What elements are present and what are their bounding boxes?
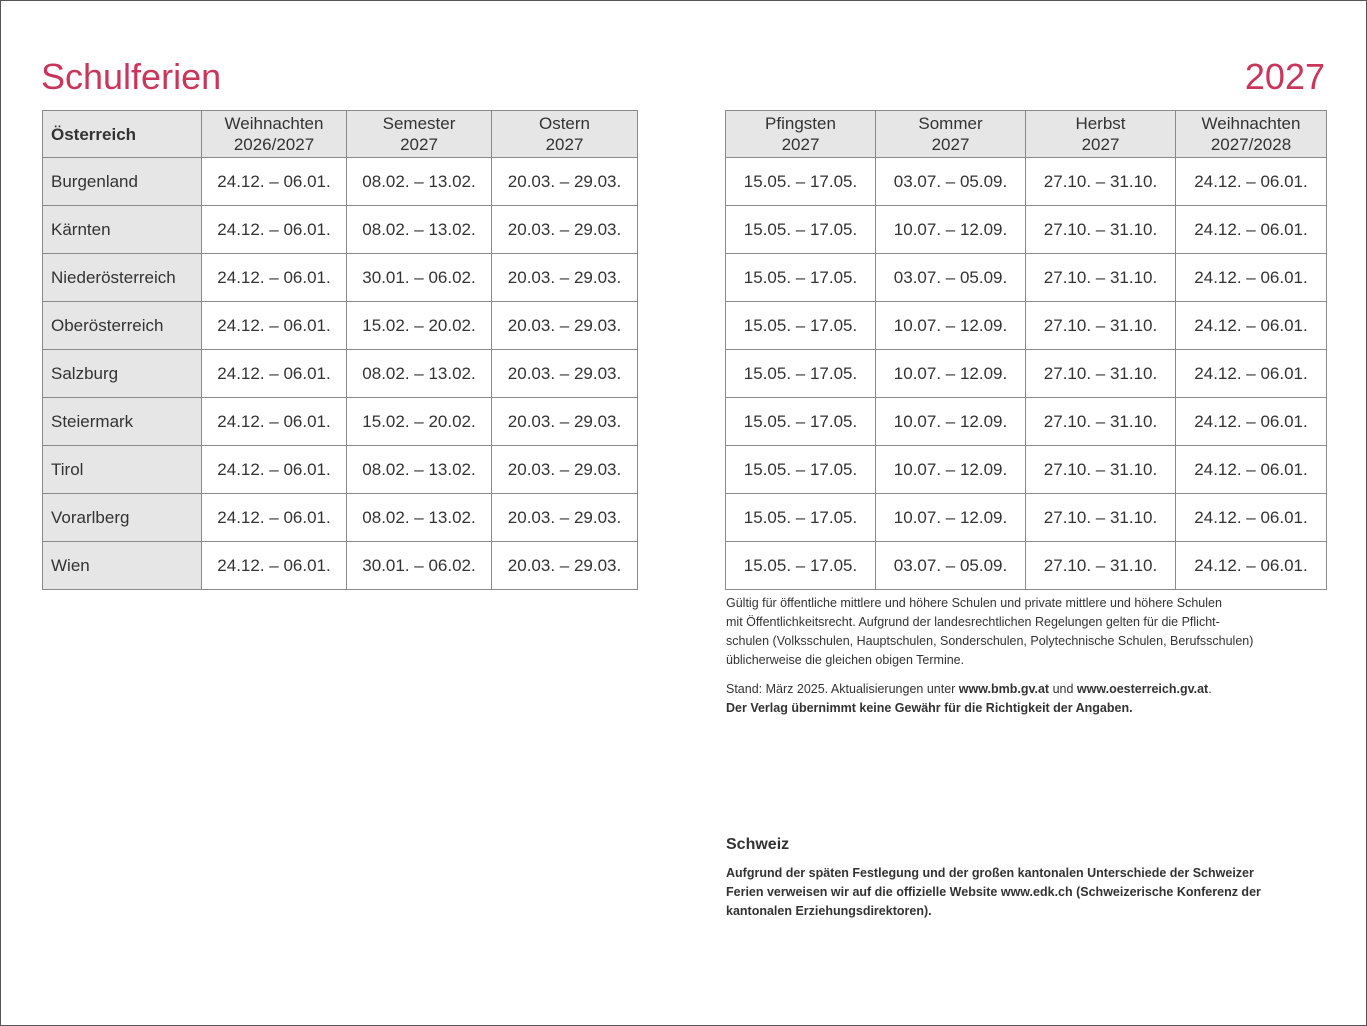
date-range-cell: 15.05. – 17.05.	[726, 542, 876, 590]
region-name: Burgenland	[43, 158, 202, 206]
date-range-cell: 15.05. – 17.05.	[726, 302, 876, 350]
region-name: Tirol	[43, 446, 202, 494]
table-row	[43, 206, 638, 254]
date-range-cell: 10.07. – 12.09.	[876, 350, 1026, 398]
column-header-year: 2027	[781, 135, 820, 154]
table-row	[43, 350, 638, 398]
date-range-cell: 10.07. – 12.09.	[876, 494, 1026, 542]
region-name: Wien	[43, 542, 202, 590]
table-row	[43, 158, 638, 206]
date-range-cell: 15.05. – 17.05.	[726, 446, 876, 494]
column-header-name: Weihnachten	[1201, 114, 1301, 133]
schweiz-line: kantonalen Erziehungsdirektoren).	[726, 904, 932, 918]
link-bmb[interactable]: www.bmb.gv.at	[958, 682, 1050, 696]
column-header	[492, 111, 638, 158]
schweiz-text	[726, 864, 1326, 921]
column-header	[726, 111, 876, 158]
date-range-cell: 27.10. – 31.10.	[1026, 302, 1176, 350]
region-name: Salzburg	[43, 350, 202, 398]
date-range-cell: 20.03. – 29.03.	[492, 350, 638, 398]
date-range-cell: 27.10. – 31.10.	[1026, 206, 1176, 254]
region-name: Kärnten	[43, 206, 202, 254]
date-range-cell: 15.05. – 17.05.	[726, 350, 876, 398]
date-range-cell: 08.02. – 13.02.	[347, 350, 492, 398]
table-row	[43, 254, 638, 302]
date-range-cell: 10.07. – 12.09.	[876, 206, 1026, 254]
status-prefix: Stand: März 2025. Aktualisierungen unter	[726, 682, 959, 696]
table-row	[43, 542, 638, 590]
validity-note-line: schulen (Volksschulen, Hauptschulen, Sonderschulen, Polytechnische Schulen, Berufsschulen)	[726, 634, 1254, 648]
column-header-year: 2026/2027	[233, 135, 315, 154]
date-range-cell: 15.05. – 17.05.	[726, 398, 876, 446]
column-header-year: 2027	[400, 135, 438, 154]
column-header-year: 2027	[545, 135, 584, 154]
date-range-cell: 03.07. – 05.09.	[876, 542, 1026, 590]
table-row	[726, 446, 1327, 494]
link-oesterreich[interactable]: www.oesterreich.gv.at	[1076, 682, 1209, 696]
status-end: .	[1208, 682, 1212, 696]
date-range-cell: 08.02. – 13.02.	[347, 158, 492, 206]
date-range-cell: 20.03. – 29.03.	[492, 542, 638, 590]
date-range-cell: 15.05. – 17.05.	[726, 158, 876, 206]
date-range-cell: 24.12. – 06.01.	[202, 158, 347, 206]
date-range-cell: 08.02. – 13.02.	[347, 206, 492, 254]
date-range-cell: 27.10. – 31.10.	[1026, 398, 1176, 446]
region-name: Vorarlberg	[43, 494, 202, 542]
date-range-cell: 24.12. – 06.01.	[1176, 494, 1327, 542]
austria-holidays-table-right	[725, 110, 1327, 590]
date-range-cell: 15.05. – 17.05.	[726, 254, 876, 302]
column-header-name: Herbst	[1075, 114, 1126, 133]
page-year: 2027	[1244, 56, 1325, 97]
austria-holidays-table-left	[42, 110, 638, 590]
schweiz-line: Ferien verweisen wir auf die offizielle Website www.edk.ch (Schweizerische Konferenz der	[726, 885, 1261, 899]
validity-note-line: Gültig für öffentliche mittlere und höhere Schulen und private mittlere und höhere Schulen	[726, 596, 1222, 610]
date-range-cell: 24.12. – 06.01.	[202, 494, 347, 542]
table-row	[726, 206, 1327, 254]
date-range-cell: 27.10. – 31.10.	[1026, 494, 1176, 542]
date-range-cell: 10.07. – 12.09.	[876, 398, 1026, 446]
date-range-cell: 27.10. – 31.10.	[1026, 542, 1176, 590]
date-range-cell: 15.02. – 20.02.	[347, 302, 492, 350]
status-and: und	[1049, 682, 1077, 696]
date-range-cell: 30.01. – 06.02.	[347, 254, 492, 302]
column-header-name: Weihnachten	[224, 114, 324, 133]
table-row	[726, 158, 1327, 206]
date-range-cell: 24.12. – 06.01.	[1176, 350, 1327, 398]
column-header-name: Ostern	[538, 114, 591, 133]
date-range-cell: 10.07. – 12.09.	[876, 302, 1026, 350]
table-row	[43, 398, 638, 446]
date-range-cell: 24.12. – 06.01.	[202, 446, 347, 494]
date-range-cell: 30.01. – 06.02.	[347, 542, 492, 590]
column-header-year: 2027	[1081, 135, 1120, 154]
schweiz-line: Aufgrund der späten Festlegung und der großen kantonalen Unterschiede der Schweizer	[726, 866, 1254, 880]
status-note	[726, 680, 1326, 718]
date-range-cell: 03.07. – 05.09.	[876, 254, 1026, 302]
date-range-cell: 20.03. – 29.03.	[492, 302, 638, 350]
date-range-cell: 03.07. – 05.09.	[876, 158, 1026, 206]
table-row	[726, 254, 1327, 302]
date-range-cell: 24.12. – 06.01.	[1176, 254, 1327, 302]
date-range-cell: 08.02. – 13.02.	[347, 446, 492, 494]
date-range-cell: 24.12. – 06.01.	[1176, 446, 1327, 494]
date-range-cell: 15.05. – 17.05.	[726, 494, 876, 542]
table-row	[43, 302, 638, 350]
date-range-cell: 20.03. – 29.03.	[492, 158, 638, 206]
date-range-cell: 15.05. – 17.05.	[726, 206, 876, 254]
date-range-cell: 24.12. – 06.01.	[1176, 542, 1327, 590]
validity-note-line: üblicherweise die gleichen obigen Termine.	[726, 653, 965, 667]
column-header-name: Sommer	[918, 114, 983, 133]
column-header-name: Semester	[382, 114, 456, 133]
date-range-cell: 20.03. – 29.03.	[492, 206, 638, 254]
table-row	[726, 398, 1327, 446]
disclaimer: Der Verlag übernimmt keine Gewähr für die Richtigkeit der Angaben.	[726, 701, 1133, 715]
date-range-cell: 24.12. – 06.01.	[202, 398, 347, 446]
table-row	[726, 494, 1327, 542]
page-title: Schulferien	[41, 56, 222, 97]
validity-note	[726, 594, 1326, 670]
date-range-cell: 24.12. – 06.01.	[202, 206, 347, 254]
date-range-cell: 27.10. – 31.10.	[1026, 446, 1176, 494]
schweiz-heading: Schweiz	[726, 836, 790, 853]
status-line	[726, 680, 1326, 699]
date-range-cell: 27.10. – 31.10.	[1026, 350, 1176, 398]
date-range-cell: 27.10. – 31.10.	[1026, 158, 1176, 206]
date-range-cell: 24.12. – 06.01.	[1176, 158, 1327, 206]
date-range-cell: 24.12. – 06.01.	[1176, 206, 1327, 254]
table-row	[726, 542, 1327, 590]
date-range-cell: 24.12. – 06.01.	[202, 542, 347, 590]
date-range-cell: 08.02. – 13.02.	[347, 494, 492, 542]
table-row	[43, 494, 638, 542]
validity-note-line: mit Öffentlichkeitsrecht. Aufgrund der landesrechtlichen Regelungen gelten für die Pflicht-	[726, 615, 1220, 629]
column-header	[347, 111, 492, 158]
table-row	[726, 302, 1327, 350]
column-header-name: Pfingsten	[765, 114, 836, 133]
table-row	[726, 350, 1327, 398]
date-range-cell: 24.12. – 06.01.	[1176, 302, 1327, 350]
column-header-year: 2027	[931, 135, 970, 154]
date-range-cell: 20.03. – 29.03.	[492, 494, 638, 542]
date-range-cell: 27.10. – 31.10.	[1026, 254, 1176, 302]
region-name: Oberösterreich	[43, 302, 202, 350]
column-header	[202, 111, 347, 158]
table-row	[43, 446, 638, 494]
date-range-cell: 20.03. – 29.03.	[492, 398, 638, 446]
date-range-cell: 20.03. – 29.03.	[492, 446, 638, 494]
date-range-cell: 20.03. – 29.03.	[492, 254, 638, 302]
column-header	[876, 111, 1026, 158]
region-name: Niederösterreich	[43, 254, 202, 302]
date-range-cell: 10.07. – 12.09.	[876, 446, 1026, 494]
column-header-year: 2027/2028	[1210, 135, 1292, 154]
column-header	[1176, 111, 1327, 158]
region-name: Steiermark	[43, 398, 202, 446]
column-header	[1026, 111, 1176, 158]
date-range-cell: 24.12. – 06.01.	[202, 350, 347, 398]
date-range-cell: 15.02. – 20.02.	[347, 398, 492, 446]
country-header: Österreich	[43, 111, 202, 158]
date-range-cell: 24.12. – 06.01.	[202, 302, 347, 350]
date-range-cell: 24.12. – 06.01.	[1176, 398, 1327, 446]
date-range-cell: 24.12. – 06.01.	[202, 254, 347, 302]
